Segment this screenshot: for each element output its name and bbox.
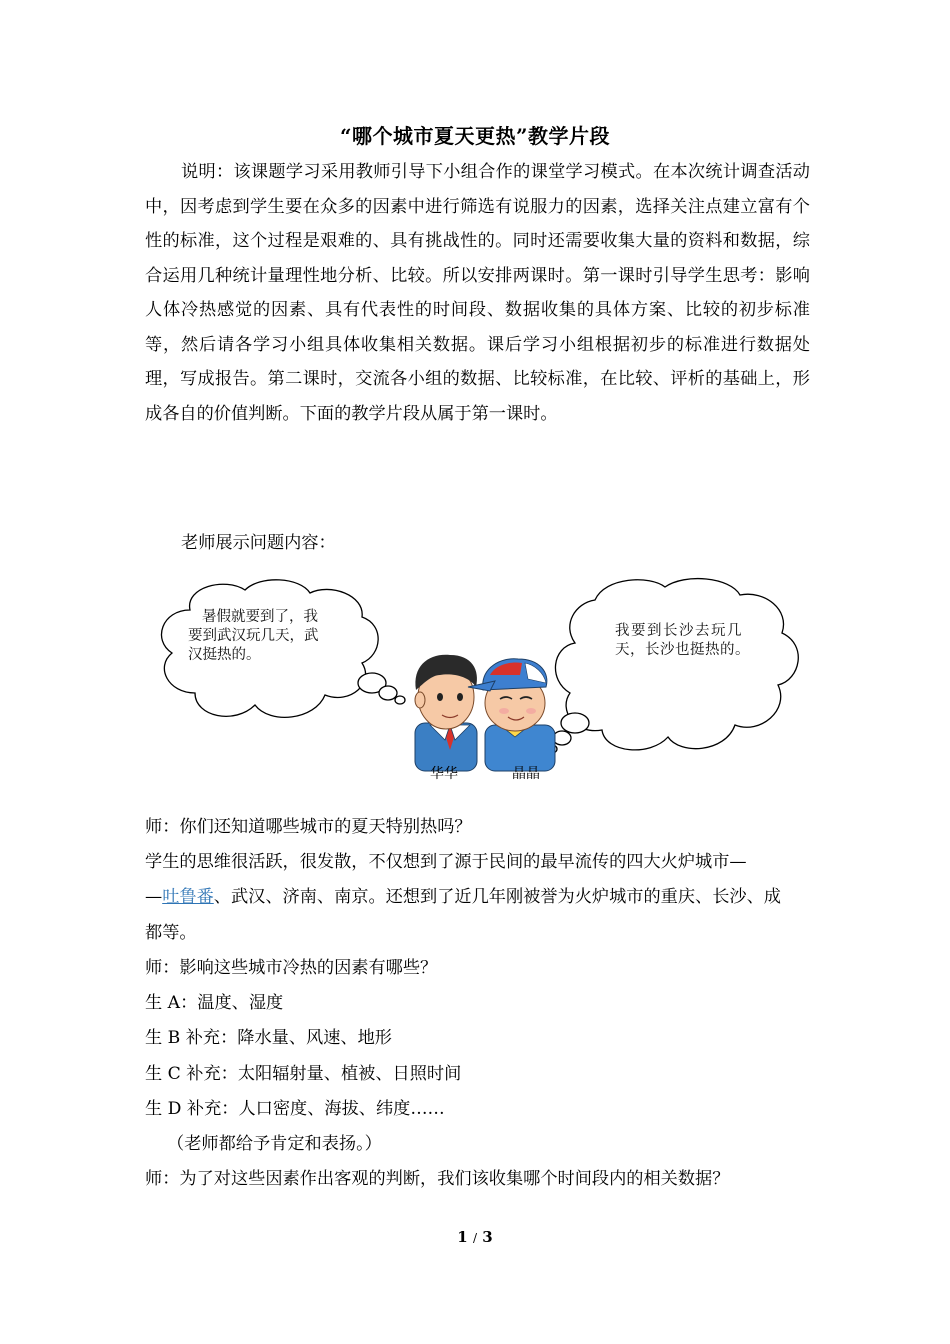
kid-label-jingjing: 晶晶	[512, 766, 540, 782]
left-bubble-line: 汉挺热的。	[188, 647, 261, 663]
teacher-show-line: 老师展示问题内容：	[181, 533, 336, 553]
dialogue-a1-line2-rest: 、武汉、济南、南京。还想到了近几年刚被誉为火炉城市的重庆、长沙、成	[213, 887, 781, 907]
total-pages: 3	[482, 1228, 493, 1246]
illustration	[150, 575, 810, 790]
current-page: 1	[457, 1228, 468, 1246]
student-c: 生 C 补充：太阳辐射量、植被、日照时间	[145, 1064, 462, 1084]
kid-label-huahua: 华华	[430, 766, 458, 782]
student-d: 生 D 补充：人口密度、海拔、纬度……	[145, 1099, 445, 1119]
kid-huahua	[415, 655, 477, 771]
left-bubble-text	[188, 608, 368, 665]
right-bubble-line: 我要到长沙去玩几	[615, 623, 743, 639]
student-a: 生 A：温度、湿度	[145, 993, 284, 1013]
dash: —	[145, 887, 163, 907]
teacher-praise: （老师都给予肯定和表扬。）	[167, 1134, 382, 1154]
turpan-link[interactable]: 吐鲁番	[162, 887, 214, 907]
right-bubble-text	[615, 622, 775, 660]
student-b: 生 B 补充：降水量、风速、地形	[145, 1028, 392, 1048]
intro-paragraph: 说明：该课题学习采用教师引导下小组合作的课堂学习模式。在本次统计调查活动中，因考虑到学生要在众多的因素中进行筛选有说服力的因素，选择关注点建立富有个性的标准，这个过程是艰难的、具有挑战性的。同时还需要收集大量的资料和数据，综合运用几种统计量理性地分析、比较。所以安排两课时。第一课时引导学生思考：影响人体冷热感觉的因素、具有代表性的时间段、数据收集的具体方案、比较的初步标准等，然后请各学习小组具体收集相关数据。课后学习小组根据初步的标准进行数据处理，写成报告。第二课时，交流各小组的数据、比较标准，在比较、评析的基础上，形成各自的价值判断。下面的教学片段从属于第一课时。	[145, 162, 810, 424]
left-bubble-line: 要到武汉玩几天，武	[188, 628, 319, 644]
dialogue-a1-line3: 都等。	[145, 923, 197, 943]
dialogue-a1-line1: 学生的思维很活跃，很发散，不仅想到了源于民间的最早流传的四大火炉城市—	[145, 852, 747, 872]
left-bubble-line: 暑假就要到了，我	[202, 609, 318, 625]
right-thought-bubble	[547, 579, 798, 753]
dialogue-q1: 师：你们还知道哪些城市的夏天特别热吗？	[145, 817, 472, 837]
dialogue-q3: 师：为了对这些因素作出客观的判断，我们该收集哪个时间段内的相关数据？	[145, 1169, 730, 1189]
document-title: “哪个城市夏天更热”教学片段	[339, 124, 610, 148]
page-number	[0, 1228, 950, 1246]
kid-jingjing	[468, 659, 555, 771]
right-bubble-line: 天，长沙也挺热的。	[615, 642, 750, 658]
dialogue-a1-line2	[145, 880, 810, 914]
page-separator: /	[472, 1231, 478, 1245]
dialogue-q2: 师：影响这些城市冷热的因素有哪些？	[145, 958, 438, 978]
